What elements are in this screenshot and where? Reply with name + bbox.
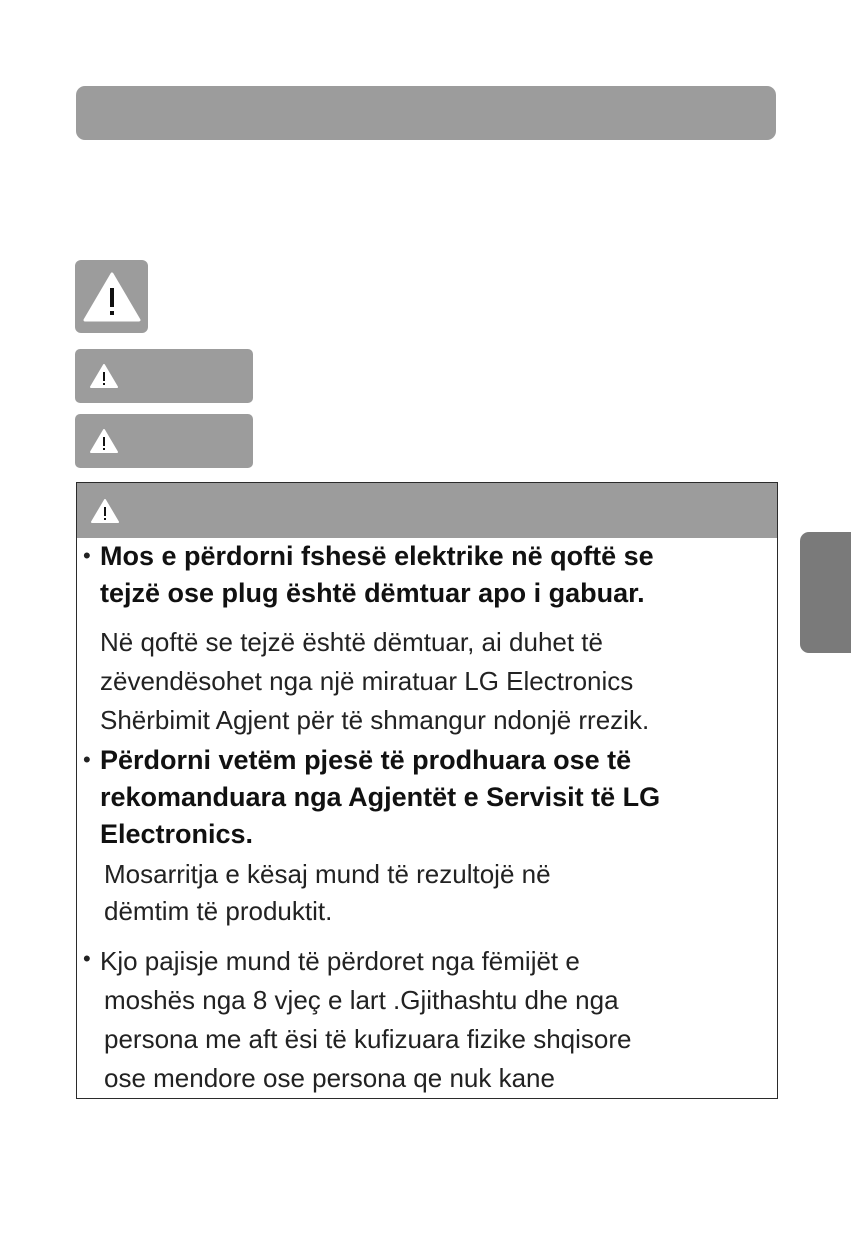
item-heading-line: tejzë ose plug është dëmtuar apo i gabuar.	[100, 578, 645, 608]
warning-symbol-box	[75, 260, 148, 333]
bullet: •	[83, 543, 91, 568]
warning-triangle-icon	[82, 271, 142, 323]
item-body-line: Mosarritja e kësaj mund të rezultojë në	[104, 859, 551, 889]
warning-panel-header	[77, 483, 777, 538]
item-heading-line: Electronics.	[100, 819, 254, 849]
item-heading-line: Përdorni vetëm pjesë të prodhuara ose të	[100, 745, 632, 775]
item-body-line: Në qoftë se tejzë është dëmtuar, ai duhet të	[100, 627, 603, 657]
warning-triangle-icon	[90, 498, 120, 524]
chapter-tab	[800, 532, 851, 653]
item-body-line: Kjo pajisje mund të përdoret nga fëmijët e	[100, 946, 580, 976]
caution-label-box	[75, 414, 253, 468]
section-header-bar	[76, 86, 776, 140]
item-body-line: moshës nga 8 vjeç e lart .Gjithashtu dhe nga	[104, 985, 619, 1015]
warning-triangle-icon	[89, 428, 119, 454]
warning-triangle-icon	[89, 363, 119, 389]
item-heading-line: rekomanduara nga Agjentët e Servisit të LG	[100, 782, 661, 812]
bullet: •	[83, 946, 91, 971]
item-body-line: persona me aft ësi të kufizuara fizike shqisore	[104, 1024, 632, 1054]
warning-panel	[76, 482, 778, 1099]
item-body-line: dëmtim të produktit.	[104, 896, 333, 926]
bullet: •	[83, 747, 91, 772]
item-body-line: Shërbimit Agjent për të shmangur ndonjë rrezik.	[100, 705, 650, 735]
item-body-line: ose mendore ose persona qe nuk kane	[104, 1063, 555, 1093]
item-heading-line: Mos e përdorni fshesë elektrike në qoftë se	[100, 541, 654, 571]
item-body-line: zëvendësohet nga një miratuar LG Electronics	[100, 666, 634, 696]
warning-label-box	[75, 349, 253, 403]
